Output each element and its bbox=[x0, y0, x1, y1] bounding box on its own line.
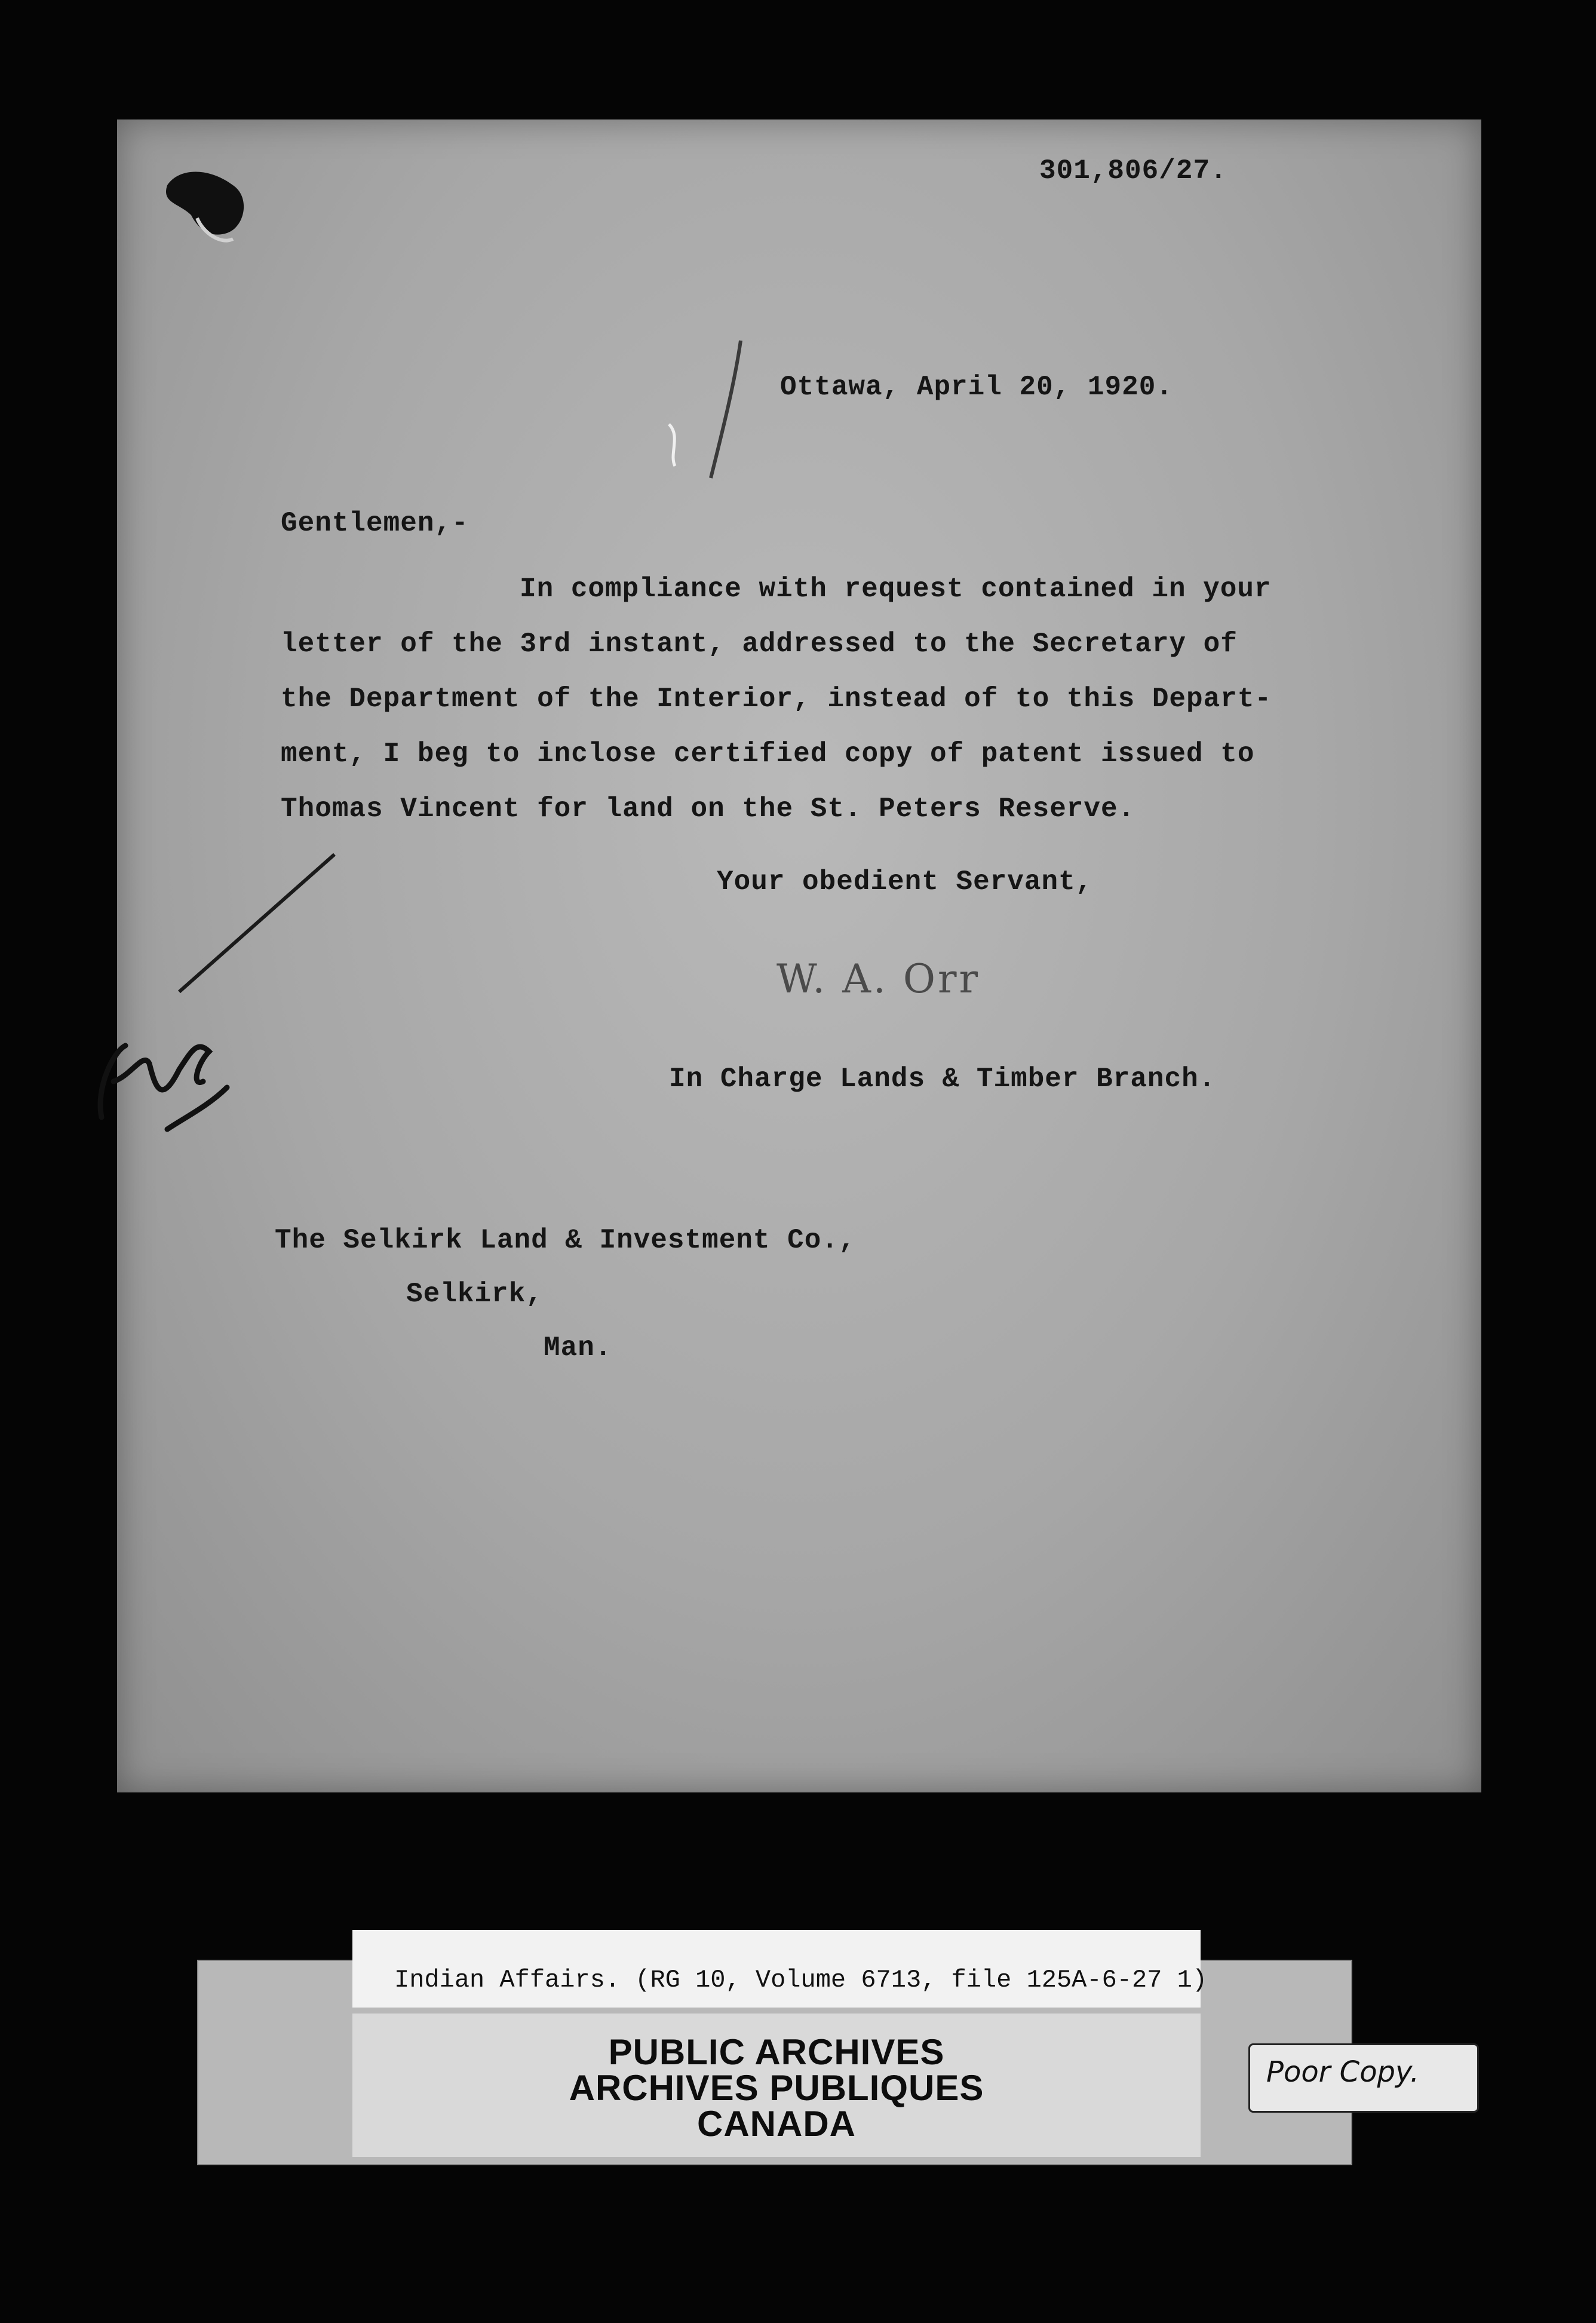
body-line: ment, I beg to inclose certified copy of patent issued to bbox=[281, 738, 1255, 770]
signature: W. A. Orr bbox=[776, 956, 981, 1002]
body-line: Thomas Vincent for land on the St. Peters Reserve. bbox=[281, 793, 1135, 825]
address-line: Man. bbox=[544, 1332, 612, 1363]
margin-stroke bbox=[173, 848, 340, 1004]
signature-title: In Charge Lands & Timber Branch. bbox=[669, 1064, 1216, 1095]
address-line: Selkirk, bbox=[406, 1279, 543, 1310]
tear-mark bbox=[155, 161, 257, 251]
file-number: 301,806/27. bbox=[1039, 155, 1227, 186]
body-line: the Department of the Interior, instead of to this Depart- bbox=[281, 684, 1272, 715]
salutation: Gentlemen,- bbox=[281, 508, 469, 539]
body-line: letter of the 3rd instant, addressed to the Secretary of bbox=[281, 629, 1238, 660]
archives-stamp bbox=[352, 2014, 1201, 2157]
body-line: In compliance with request contained in your bbox=[520, 574, 1272, 605]
handwritten-initials bbox=[78, 1016, 233, 1147]
letter-body bbox=[281, 562, 1308, 836]
citation-text: Indian Affairs. (RG 10, Volume 6713, file 125A-6-27 1) bbox=[394, 1966, 1208, 1994]
address-line: The Selkirk Land & Investment Co., bbox=[275, 1225, 856, 1256]
poor-copy-note: Poor Copy. bbox=[1266, 2055, 1419, 2089]
closing: Your obedient Servant, bbox=[717, 866, 1093, 897]
dateline: Ottawa, April 20, 1920. bbox=[780, 372, 1173, 403]
archives-line: ARCHIVES PUBLIQUES bbox=[569, 2068, 984, 2108]
pencil-mark bbox=[645, 335, 765, 490]
archives-line: PUBLIC ARCHIVES bbox=[608, 2032, 945, 2072]
archives-line: CANADA bbox=[697, 2104, 856, 2144]
